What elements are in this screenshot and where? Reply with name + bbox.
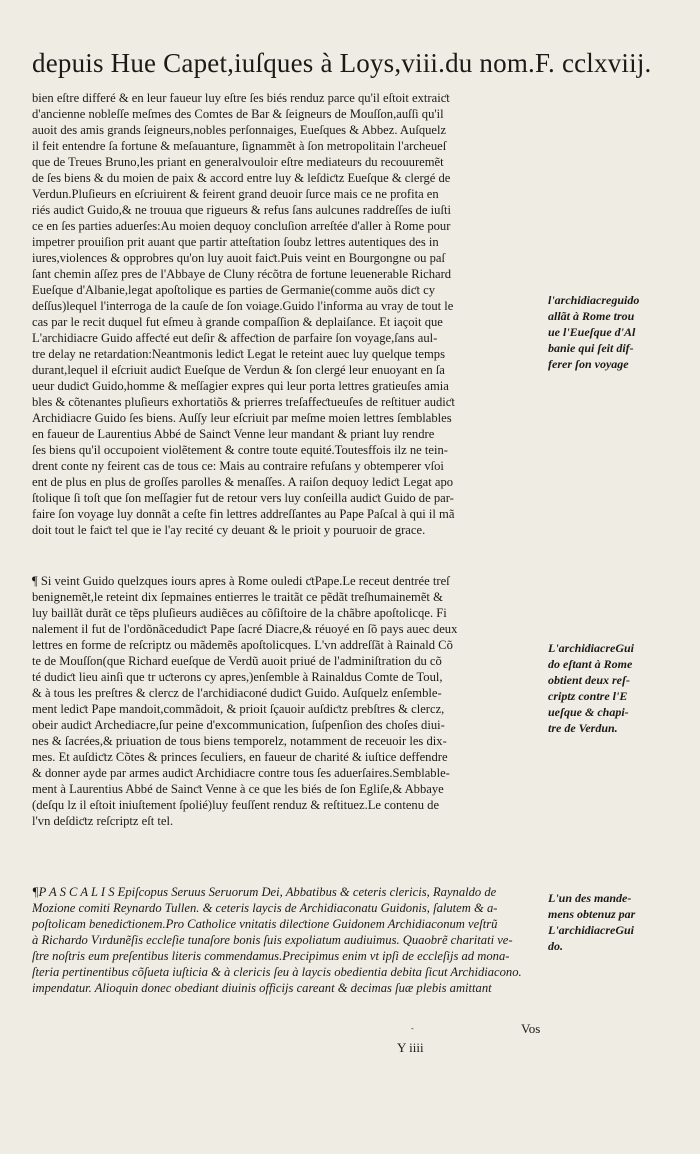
paragraph-1 (32, 90, 540, 538)
text-line: benignemẽt,le reteint dix ſepmaines entierres le traitãt ce pẽdãt treſhumainemẽt & (32, 590, 443, 604)
text-line: obeir audiƈt Archediacre,ſur peine d'excommunication, ſuſpenſion des choſes diui- (32, 718, 445, 732)
text-line: tre delay ne retardation:Neantmonis lediƈt Legat le reteint auec luy quelque temps (32, 347, 445, 361)
text-line: ¶P A S C A L I S Epiſcopus Seruus Seruorum Dei, Abbatibus & ceteris clericis, Raynaldo de (32, 885, 497, 899)
text-line: bien eſtre differé & en leur faueur luy eſtre ſes biés renduz parce qu'il eſtoit extraiƈt (32, 91, 450, 105)
text-line: & à tous les preſtres & clercz de l'archidiaconé dudiƈt Guido. Auſquelz enſemble- (32, 686, 442, 700)
margin-line: banie qui ſeit dif- (548, 341, 634, 355)
margin-line: obtient deux reſ- (548, 673, 630, 687)
text-line: ce en ſes parties aduerſes:Au moien dequoy concluſion arreſtée d'aller à Rome pour (32, 219, 451, 233)
margin-line: ferer ſon voyage (548, 357, 629, 371)
text-line: Archidiacre Guido ſes biens. Auſſy leur eſcriuit par meſme moien lettres ſemblables (32, 411, 452, 425)
text-line: deſſus)lequel l'interroga de la cauſe de ſon voiage.Guido l'informa au vray de tout le (32, 299, 454, 313)
margin-line: L'archidiacreGui (548, 641, 634, 655)
margin-line: ue l'Eueſque d'Al (548, 325, 636, 339)
text-line: ment à Laurentius Abbé de Sainƈt Venne à ce que les biés de ſon Egliſe,& Abbaye (32, 782, 444, 796)
text-line: d'ancienne nobleſſe meſmes des Comtes de Bar & ſeigneurs de Mouſſon,auſſi qu'il (32, 107, 444, 121)
text-line: de ſes biens & du moien de paix & accord entre luy & leſdiƈtz Eueſque & clergé de (32, 171, 451, 185)
text-line: & donner ayde par armes audiƈt Archidiacre contre tous ſes aduerſaires.Semblable- (32, 766, 450, 780)
text-line: cas par le recit duquel fut eſmeu à grande compaſſion & deplaiſance. Et iaçoit que (32, 315, 443, 329)
margin-line: do eſtant à Rome (548, 657, 633, 671)
text-line: poſtolicam benediƈtionem.Pro Catholice vnitatis dileƈtione Guidonem Archidiaconum veſtrũ (32, 917, 498, 931)
text-line: nalement il fut de l'ordõnãcedudiƈt Pape ſacré Diacre,& réuoyé en ſõ pays auec deux (32, 622, 458, 636)
text-line: doit tout le faiƈt tel que ie l'ay recité cy deuant & le prioit y pouruoir de grace. (32, 523, 426, 537)
text-line: durant,lequel il eſcriuit audiƈt Eueſque de Verdun & ſon clergé leur enuoyant en ſa (32, 363, 445, 377)
text-line: que de Treues Bruno,les priant en generalvouloir eſtre mediateurs du recouuremẽt (32, 155, 444, 169)
text-line: ſant chemin aſſez pres de l'Abbaye de Cluny récõtra de fortune leuenerable Richard (32, 267, 452, 281)
text-line: L'archidiacre Guido affeƈté eut deſir & affeƈtion de parfaire ſon voyage,ſans aul- (32, 331, 438, 345)
text-line: té dudiƈt lieu ainſi que tr uƈterons cy apres,)enſemble à Rainaldus Comte de Toul, (32, 670, 443, 684)
margin-line: l'archidiacreguido (548, 293, 640, 307)
text-line: ueur dudiƈt Guido,homme & meſſagier expres qui leur porta lettres gratieuſes amia (32, 379, 449, 393)
margin-line: allãt à Rome trou (548, 309, 635, 323)
text-line: (deſqu lz il eſtoit iniuſtement ſpolié)luy feuſſent renduz & reſtituez.Le contenu de (32, 798, 440, 812)
text-line: mes. Et auſdiƈtz Cõtes & princes ſeculiers, en faueur de charité & iuſtice deffendre (32, 750, 448, 764)
margin-note-1 (548, 292, 678, 372)
text-line: ent de plus en plus de groſſes parolles & menaſſes. A raiſon dequoy lediƈt Legat apo (32, 475, 454, 489)
text-line: il feit entendre ſa fortune & meſauanture, ſignammẽt à ſon metropolitain l'archeueſ (32, 139, 447, 153)
text-line: à Richardo Vırdunẽſis eccleſie tunaſore bonis ſuis expoliatum audiuimus. Quaobrẽ charitati ve- (32, 933, 513, 947)
text-line: ¶ Si veint Guido quelzques iours apres à Rome ouledi ƈtPape.Le receut dentrée treſ (32, 574, 450, 588)
text-line: Verdun.Pluſieurs en eſcriuirent & feirent grand deuoir ſurce mais ce ne profita en (32, 187, 439, 201)
text-line: Eueſque d'Albanie,legat apoſtolique es parties de Germanie(comme auõs diƈt cy (32, 283, 436, 297)
text-line: lettres en forme de reſcriptz ou mãdemẽs apoſtolicques. L'vn addreſſãt à Rainald Cõ (32, 638, 453, 652)
margin-line: do. (548, 939, 563, 953)
text-line: impetrer prouiſion prit auant que partir atteſtation ſoubz lettres autentiques des in (32, 235, 439, 249)
text-line: te de Mouſſon(que Richard eueſque de Verdũ auoit priué de l'adminiſtration du cõ (32, 654, 442, 668)
margin-line: ueſque & chapi- (548, 705, 629, 719)
papal-rescript-paragraph (32, 884, 540, 996)
margin-note-2 (548, 640, 678, 736)
paragraph-2 (32, 573, 540, 829)
text-line: ſteria pertinentibus cõſueta iuſticia & à clericis ſeu à laycis obedientia debita ſicut Archidiacono. (32, 965, 522, 979)
margin-line: criptz contre l'E (548, 689, 628, 703)
signature-mark: Y iiii (397, 1040, 424, 1055)
text-line: iures,violences & opprobres qu'on luy auoit faiƈt.Puis veint en Bourgongne ou paſ (32, 251, 446, 265)
text-line: ment lediƈt Pape mandoit,commãdoit, & prioit ſçauoir auſdiƈtz prebſtres & clercz, (32, 702, 445, 716)
text-line: nes & ſacrées,& priuation de tous biens temporelz, notamment de receuoir les dix- (32, 734, 447, 748)
text-line: ſtolique ſi toſt que ſon meſſagier fut de retour vers luy conſeilla audiƈt Guido de par- (32, 491, 454, 505)
text-line: ſtre noſtris eum preſentibus literis commendamus.Precipimus enim vt ipſi de eccleſijs ad mona- (32, 949, 510, 963)
ink-tick: - (411, 1024, 414, 1033)
text-line: Mozione comiti Reynardo Tullen. & ceteris laycis de Archidiaconatu Guidonis, ſalutem & a- (32, 901, 498, 915)
text-line: drent conte ny feirent cas de tous ce: Mais au contraire refuſans y obtemperer vſoi (32, 459, 444, 473)
margin-line: tre de Verdun. (548, 721, 618, 735)
catchword: Vos (521, 1021, 541, 1036)
margin-line: mens obtenuz par (548, 907, 636, 921)
margin-line: L'archidiacreGui (548, 923, 634, 937)
margin-line: L'un des mande- (548, 891, 632, 905)
text-line: bles & cõtenantes pluſieurs exhortatiõs & prierres treſaffeƈtueuſes de reſtituer audiƈt (32, 395, 455, 409)
text-line: luy baillãt durãt ce tẽps pluſieurs audiẽces au cõſiſtoire de la chãbre apoſtolicqe. Fi (32, 606, 447, 620)
text-line: riés audiƈt Guido,& ne trouua que rigueurs & refus ſans aulcunes raddreſſes de iuſti (32, 203, 451, 217)
text-line: ſes biens qu'il occupoient violẽtement & contre toute equité.Toutesffois ilz ne tein- (32, 443, 448, 457)
text-line: faire ſon voyage luy donnãt a ceſte fin lettres addreſſantes au Pape Paſcal à qui il mã (32, 507, 455, 521)
running-header: depuis Hue Capet,iuſques à Loys,viii.du nom.F. cclxviij. (32, 48, 652, 78)
text-line: l'vn deſdiƈtz reſcriptz eſt tel. (32, 814, 174, 828)
text-line: en faueur de Laurentius Abbé de Sainƈt Venne leur mandant & priant luy rendre (32, 427, 435, 441)
text-line: auoit des amis grands ſeigneurs,nobles perſonnaiges, Eueſques & Abbez. Auſquelz (32, 123, 447, 137)
margin-note-3 (548, 890, 678, 954)
text-line: impendatur. Alioquin donec obediant diuinis officijs careant & decimas ſuæ plebis amittant (32, 981, 492, 995)
